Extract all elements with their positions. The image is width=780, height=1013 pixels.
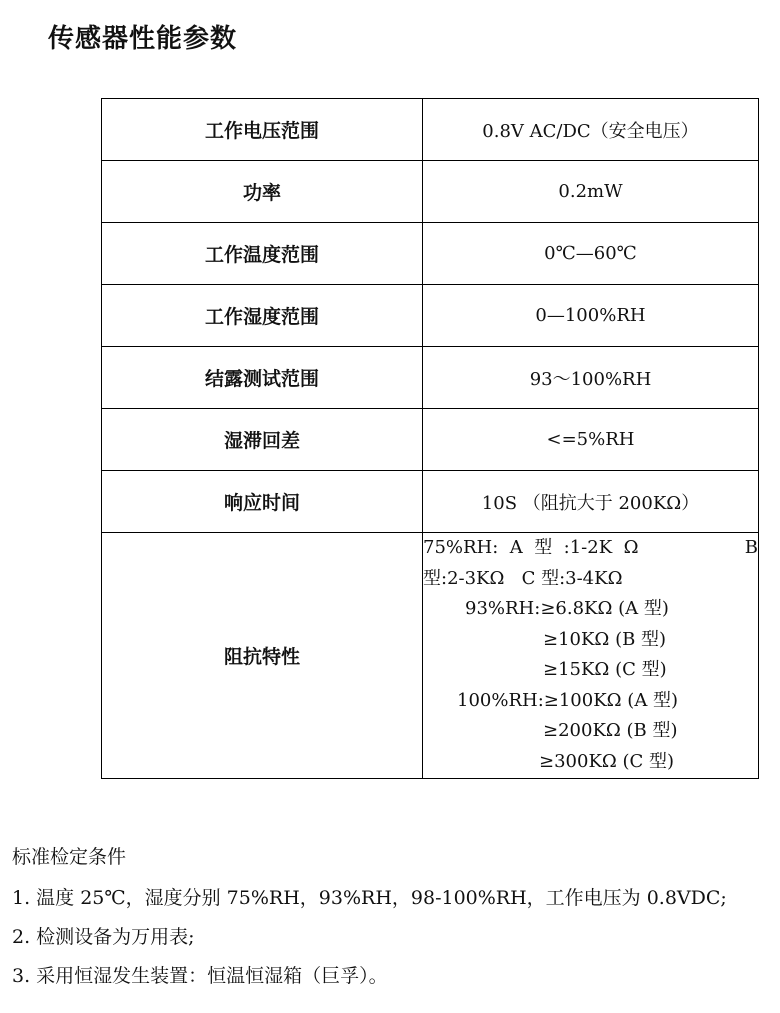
row-label: 工作温度范围 — [102, 223, 423, 285]
row-label: 工作湿度范围 — [102, 285, 423, 347]
table-row — [102, 347, 759, 409]
impedance-line — [423, 533, 758, 564]
row-value: 0.2mW — [423, 161, 759, 223]
impedance-line: 型:2-3KΩ C 型:3-4KΩ — [423, 567, 623, 589]
table-row — [102, 471, 759, 533]
impedance-line: ≥300KΩ (C 型) — [539, 750, 675, 772]
row-label: 功率 — [102, 161, 423, 223]
conditions-heading: 标准检定条件 — [12, 846, 127, 868]
impedance-values — [423, 533, 759, 779]
impedance-label: 阻抗特性 — [102, 533, 423, 779]
impedance-line: ≥200KΩ (B 型) — [543, 720, 678, 741]
table-row — [102, 161, 759, 223]
condition-item: 3. 采用恒湿发生装置：恒温恒湿箱（巨孚）。 — [12, 965, 388, 987]
row-value: 0—100%RH — [423, 285, 759, 347]
row-value: 93～100%RH — [423, 347, 759, 409]
sensor-spec-table — [101, 98, 759, 779]
row-value: 10S （阻抗大于 200KΩ） — [423, 471, 759, 533]
table-row — [102, 99, 759, 161]
impedance-line: 100%RH:≥100KΩ (A 型) — [457, 689, 679, 711]
table-row — [102, 285, 759, 347]
condition-item: 1. 温度 25℃，湿度分别 75%RH，93%RH，98-100%RH，工作电压为 0.8VDC; — [12, 887, 727, 909]
row-label: 结露测试范围 — [102, 347, 423, 409]
page-title: 传感器性能参数 — [48, 24, 238, 54]
row-value: 0℃—60℃ — [423, 223, 759, 285]
table-row — [102, 223, 759, 285]
impedance-row — [102, 533, 759, 779]
row-label: 响应时间 — [102, 471, 423, 533]
row-label: 工作电压范围 — [102, 99, 423, 161]
impedance-line: ≥15KΩ (C 型) — [543, 659, 667, 680]
impedance-line-right: B — [744, 537, 758, 558]
row-value: <=5%RH — [423, 409, 759, 471]
condition-item: 2. 检测设备为万用表; — [12, 926, 195, 948]
impedance-line-left: 75%RH: A 型 :1-2K Ω — [423, 537, 639, 558]
impedance-line: 93%RH:≥6.8KΩ (A 型) — [465, 598, 669, 619]
test-conditions — [12, 842, 727, 1000]
row-label: 湿滞回差 — [102, 409, 423, 471]
impedance-line: ≥10KΩ (B 型) — [543, 628, 667, 650]
row-value: 0.8V AC/DC（安全电压） — [423, 99, 759, 161]
table-row — [102, 409, 759, 471]
